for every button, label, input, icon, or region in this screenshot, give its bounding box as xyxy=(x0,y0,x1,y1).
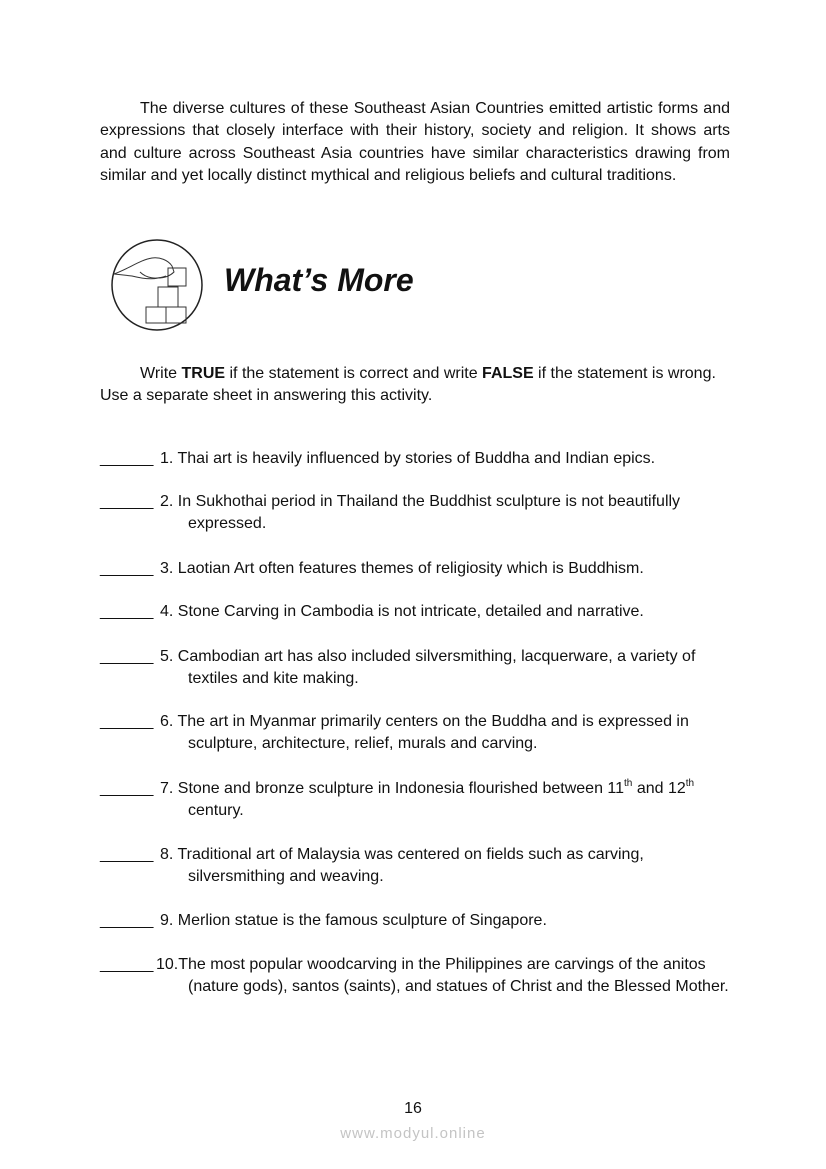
question-item xyxy=(100,954,740,999)
watermark: www.modyul.online xyxy=(340,1125,486,1142)
question-item xyxy=(100,844,740,889)
question-text: Stone Carving in Cambodia is not intricate, detailed and narrative. xyxy=(177,603,644,620)
question-item xyxy=(100,910,740,932)
question-text: Stone and bronze sculpture in Indonesia flourished between 11 xyxy=(177,780,625,797)
question-item xyxy=(100,711,740,756)
answer-blank[interactable]: ______ xyxy=(100,648,154,665)
question-item xyxy=(100,491,740,536)
section-title: What’s More xyxy=(224,262,414,298)
question-number: 2. xyxy=(160,493,178,510)
question-number: 3. xyxy=(160,560,178,577)
superscript: th xyxy=(685,778,695,789)
answer-blank[interactable]: ______ xyxy=(100,603,154,620)
instructions xyxy=(100,363,720,408)
question-number: 9. xyxy=(160,912,178,929)
question-item xyxy=(100,601,740,623)
true-keyword: TRUE xyxy=(181,365,226,382)
question-text: and 12 xyxy=(632,780,686,797)
answer-blank[interactable]: ______ xyxy=(100,956,154,973)
question-item xyxy=(100,778,740,823)
question-text: Cambodian art has also included silversmithing, lacquerware, a variety of textiles and kite making. xyxy=(177,648,696,688)
question-text: In Sukhothai period in Thailand the Buddhist sculpture is not beautifully expressed. xyxy=(177,493,681,533)
answer-blank[interactable]: ______ xyxy=(100,713,154,730)
question-number: 4. xyxy=(160,603,178,620)
question-item xyxy=(100,448,740,470)
question-text: Laotian Art often features themes of religiosity which is Buddhism. xyxy=(177,560,644,577)
question-text: The most popular woodcarving in the Philippines are carvings of the anitos (nature gods), santos (saints), and statues of Christ and the Blessed Mother. xyxy=(178,956,729,996)
question-number: 10. xyxy=(156,956,179,973)
answer-blank[interactable]: ______ xyxy=(100,450,154,467)
superscript: th xyxy=(624,778,633,789)
question-number: 1. xyxy=(160,450,178,467)
page-number: 16 xyxy=(404,1100,422,1117)
answer-blank[interactable]: ______ xyxy=(100,560,154,577)
question-number: 7. xyxy=(160,780,178,797)
question-text: Thai art is heavily influenced by stories of Buddha and Indian epics. xyxy=(177,450,656,467)
hand-stacking-blocks-icon xyxy=(110,238,204,332)
instr-text: Write xyxy=(140,365,182,382)
question-text: The art in Myanmar primarily centers on the Buddha and is expressed in sculpture, architecture, relief, murals and carving. xyxy=(177,713,689,753)
question-text: Traditional art of Malaysia was centered on fields such as carving, silversmithing and weaving. xyxy=(177,846,644,886)
answer-blank[interactable]: ______ xyxy=(100,493,154,510)
question-item xyxy=(100,558,740,580)
intro-paragraph xyxy=(100,98,730,187)
instr-text: if the statement is correct and write xyxy=(225,365,483,382)
question-number: 6. xyxy=(160,713,178,730)
false-keyword: FALSE xyxy=(482,365,534,382)
answer-blank[interactable]: ______ xyxy=(100,846,154,863)
answer-blank[interactable]: ______ xyxy=(100,912,154,929)
question-item xyxy=(100,646,740,691)
question-text: Merlion statue is the famous sculpture of Singapore. xyxy=(177,912,547,929)
intro-text: The diverse cultures of these Southeast Asian Countries emitted artistic forms and expressions that closely interface with their history, society and religion. It shows arts and culture across Southeast Asia countries have similar characteristics drawing from similar and yet locally distinct mythical and religious beliefs and cultural traditions. xyxy=(100,100,730,184)
answer-blank[interactable]: ______ xyxy=(100,780,154,797)
question-text: century. xyxy=(188,802,244,820)
instr-text: if the statement is wrong. Use a separate sheet in answering this activity. xyxy=(100,365,716,405)
question-number: 8. xyxy=(160,846,178,863)
question-number: 5. xyxy=(160,648,178,665)
